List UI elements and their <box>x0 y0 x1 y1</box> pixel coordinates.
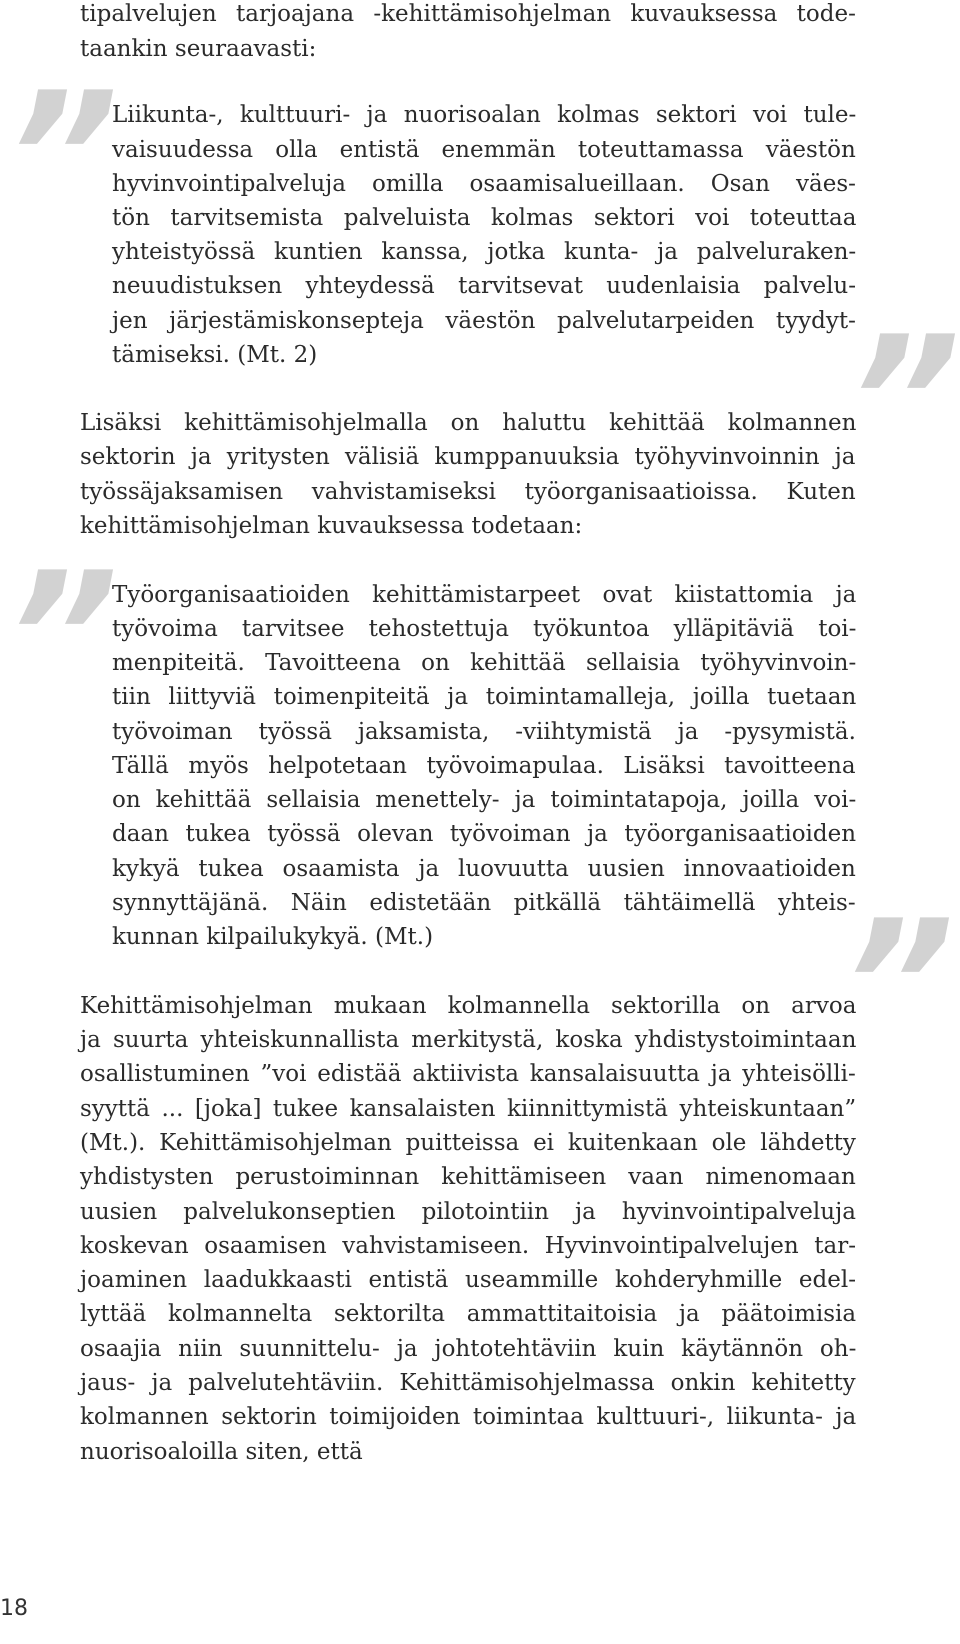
quote-line: työvoiman työssä jaksamista, -viihtymistä ja -pysymistä. <box>112 719 856 745</box>
quote-line: tiin liittyviä toimenpiteitä ja toimintamalleja, joilla tuetaan <box>112 684 857 710</box>
quote-line: menpiteitä. Tavoitteena on kehittää sellaisia työhyvinvoin- <box>112 650 857 676</box>
quote-close-mark-1: ” <box>848 300 955 503</box>
quote-line: työvoima tarvitsee tehostettuja työkuntoa ylläpitäviä toi- <box>112 616 857 642</box>
quote-line: on kehittää sellaisia menettely- ja toimintatapoja, joilla voi- <box>112 787 857 813</box>
text-line: osallistuminen ”voi edistää aktiivista kansalaisuutta ja yhteisölli- <box>80 1061 856 1087</box>
quote-line: tön tarvitsemista palveluista kolmas sektori voi toteuttaa <box>112 205 857 231</box>
text-line: syyttä ... [joka] tukee kansalaisten kiinnittymistä yhteiskuntaan” <box>80 1096 857 1122</box>
text-line: työssäjaksamisen vahvistamiseksi työorganisaatioissa. Kuten <box>80 479 856 505</box>
quote-line: daan tukea työssä olevan työvoiman ja työorganisaatioiden <box>112 821 857 847</box>
text-line: lyttää kolmannelta sektorilta ammattitaitoisia ja päätoimisia <box>80 1301 857 1327</box>
quote-line: kunnan kilpailukykyä. (Mt.) <box>112 924 434 950</box>
quote-line: jen järjestämiskonsepteja väestön palvelutarpeiden tyydyt- <box>112 308 856 334</box>
text-line: koskevan osaamisen vahvistamiseen. Hyvinvointipalvelujen tar- <box>80 1233 856 1259</box>
text-line: joaminen laadukkaasti entistä useammille kohderyhmille edel- <box>80 1267 856 1293</box>
quote-line: Liikunta-, kulttuuri- ja nuorisoalan kolmas sektori voi tule- <box>112 102 857 128</box>
quote-line: synnyttäjänä. Näin edistetään pitkällä tähtäimellä yhteis- <box>112 890 856 916</box>
text-line: (Mt.). Kehittämisohjelman puitteissa ei kuitenkaan ole lähdetty <box>80 1130 856 1156</box>
quote-line: kykyä tukea osaamista ja luovuutta uusien innovaatioiden <box>112 856 856 882</box>
quote-line: Työorganisaatioiden kehittämistarpeet ovat kiistattomia ja <box>112 582 857 608</box>
text-line: sektorin ja yritysten välisiä kumppanuuksia työhyvinvoinnin ja <box>80 444 856 470</box>
text-line: jaus- ja palvelutehtäviin. Kehittämisohjelmassa onkin kehitetty <box>80 1370 856 1396</box>
text-line: Kehittämisohjelman mukaan kolmannella sektorilla on arvoa <box>80 993 857 1019</box>
page-number: 18 <box>0 1596 28 1621</box>
text-line: tipalvelujen tarjoajana -kehittämisohjelman kuvauksessa tode- <box>80 1 856 27</box>
quote-open-mark-1: ” <box>6 56 113 259</box>
text-line: nuorisoaloilla siten, että <box>80 1439 363 1465</box>
text-line: yhdistysten perustoiminnan kehittämiseen vaan nimenomaan <box>80 1164 856 1190</box>
text-line: taankin seuraavasti: <box>80 36 317 62</box>
quote-close-mark-2: ” <box>842 884 949 1087</box>
text-line: kolmannen sektorin toimijoiden toimintaa kulttuuri-, liikunta- ja <box>80 1404 857 1430</box>
text-line: Lisäksi kehittämisohjelmalla on haluttu kehittää kolmannen <box>80 410 857 436</box>
quote-line: tämiseksi. (Mt. 2) <box>112 342 318 368</box>
text-line: uusien palvelukonseptien pilotointiin ja hyvinvointipalveluja <box>80 1199 856 1225</box>
text-line: kehittämisohjelman kuvauksessa todetaan: <box>80 513 583 539</box>
quote-open-mark-2: ” <box>6 536 113 739</box>
quote-line: vaisuudessa olla entistä enemmän toteuttamassa väestön <box>112 137 856 163</box>
quote-line: hyvinvointipalveluja omilla osaamisalueillaan. Osan väes- <box>112 171 856 197</box>
quote-line: neuudistuksen yhteydessä tarvitsevat uudenlaisia palvelu- <box>112 273 857 299</box>
text-line: ja suurta yhteiskunnallista merkitystä, koska yhdistystoimintaan <box>80 1027 857 1053</box>
quote-line: Tällä myös helpotetaan työvoimapulaa. Lisäksi tavoitteena <box>112 753 856 779</box>
text-line: osaajia niin suunnittelu- ja johtotehtäviin kuin käytännön oh- <box>80 1336 857 1362</box>
quote-line: yhteistyössä kuntien kanssa, jotka kunta- ja palveluraken- <box>112 239 857 265</box>
